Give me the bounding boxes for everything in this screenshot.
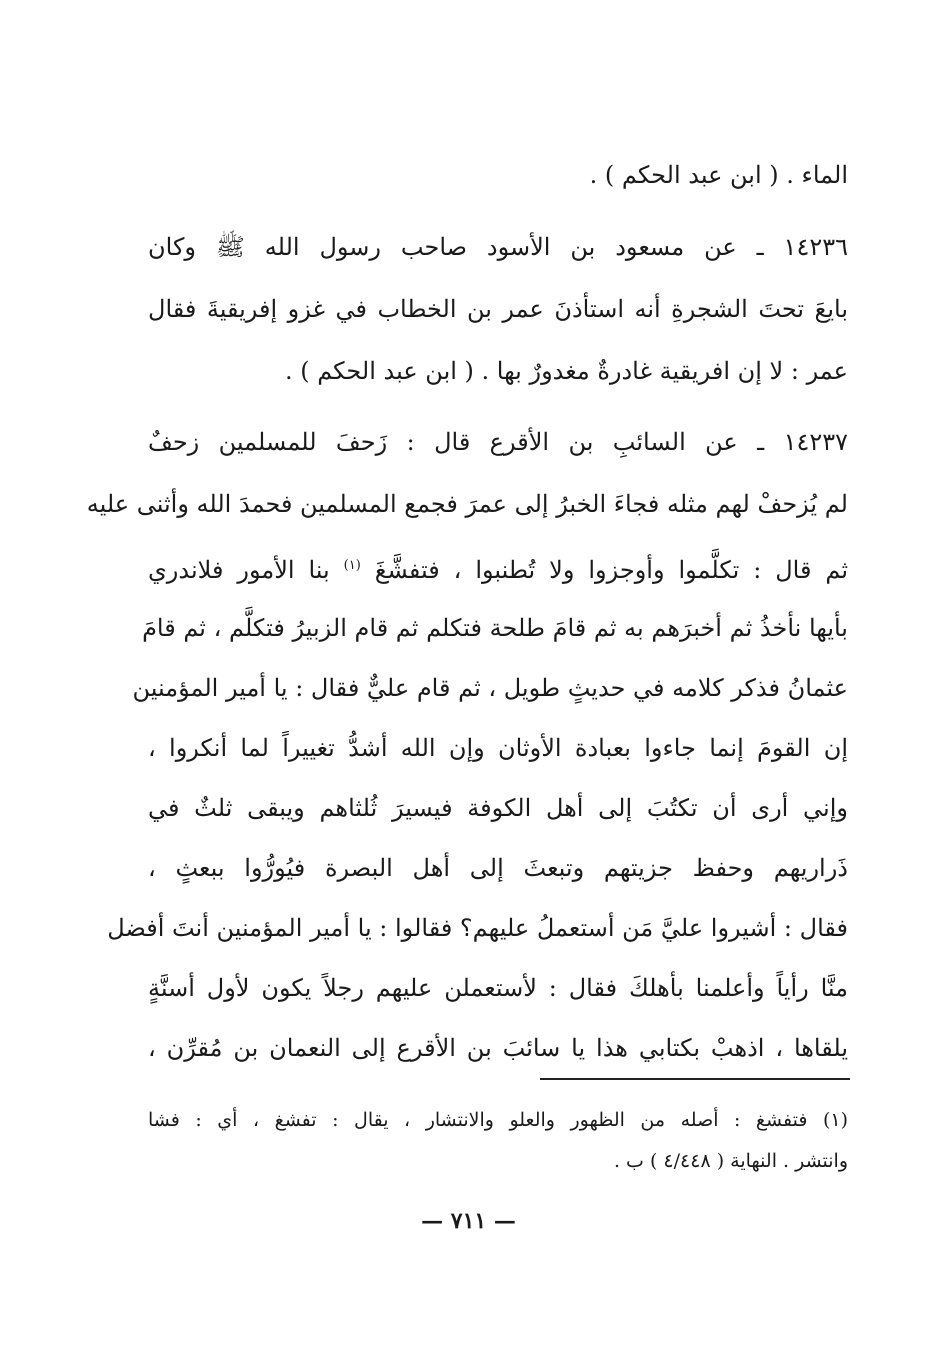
text-line: الماء . ( ابن عبد الحكم ) . bbox=[589, 161, 848, 189]
footnote-ref[interactable]: (١) bbox=[343, 558, 361, 573]
footnote-line: (١) فتفشغ : أصله من الظهور والعلو والانتشار ، يقال : تفشغ ، أي : فشا bbox=[148, 1109, 848, 1131]
text-line: ١٤٢٣٧ ـ عن السائبِ بن الأقرع قال : زَحفَ للمسلمين زحفٌ bbox=[148, 428, 849, 456]
text-line: لم يُزحفْ لهم مثله فجاءَ الخبرُ إلى عمرَ فجمع المسلمين فحمدَ الله وأثنى عليه bbox=[86, 490, 848, 518]
text-line: بايعَ تحتَ الشجرةِ أنه استأذنَ عمر بن الخطاب في غزو إفريقيةَ فقال bbox=[148, 295, 848, 323]
text-segment: ثم قال : تكلَّموا وأوجزوا ولا تُطنبوا ، فتفشَّغَ bbox=[360, 556, 848, 584]
text-segment: بنا الأمور فلاندري bbox=[148, 556, 344, 584]
text-line: فقال : أشيروا عليَّ مَن أستعملُ عليهم؟ فقالوا : يا أمير المؤمنين أنتَ أفضل bbox=[107, 914, 848, 942]
text-line: بأيها نأخذُ ثم أخبرَهم به ثم قامَ طلحة فتكلم ثم قام الزبيرُ فتكلَّم ، ثم قامَ bbox=[142, 614, 848, 642]
text-line: ١٤٢٣٦ ـ عن مسعود بن الأسود صاحب رسول الله ﷺ وكان bbox=[148, 233, 848, 261]
footnote-divider bbox=[540, 1078, 850, 1080]
page-number: — ٧١١ — bbox=[421, 1208, 516, 1234]
text-line: عثمانُ فذكر كلامه في حديثٍ طويل ، ثم قام عليٌّ فقال : يا أمير المؤمنين bbox=[132, 674, 848, 702]
text-line: يلقاها ، اذهبْ بكتابي هذا يا سائبَ بن الأقرع إلى النعمان بن مُقرِّن ، bbox=[148, 1034, 849, 1062]
text-line: ذَراريهم وحفظ جزيتهم وتبعثَ إلى أهل البصرة فيُورُّوا ببعثٍ ، bbox=[148, 854, 848, 882]
text-line-with-footnote-ref bbox=[148, 549, 848, 587]
text-line: وإني أرى أن تكتُبَ إلى أهل الكوفة فيسيرَ ثُلثاهم ويبقى ثلثٌ في bbox=[148, 794, 848, 822]
text-line: منَّا رأياً وأعلمنا بأهلكَ فقال : لأستعملن عليهم رجلاً يكون لأول أسنَّةٍ bbox=[148, 974, 848, 1002]
text-line: إن القومَ إنما جاءوا بعبادة الأوثان وإن الله أشدُّ تغييراً لما أنكروا ، bbox=[148, 734, 848, 762]
footnote-line: وانتشر . النهاية ( ٤/٤٤٨ ) ب . bbox=[613, 1150, 848, 1172]
text-line: عمر : لا إن افريقية غادرةٌ مغدورٌ بها . ( ابن عبد الحكم ) . bbox=[284, 357, 848, 385]
